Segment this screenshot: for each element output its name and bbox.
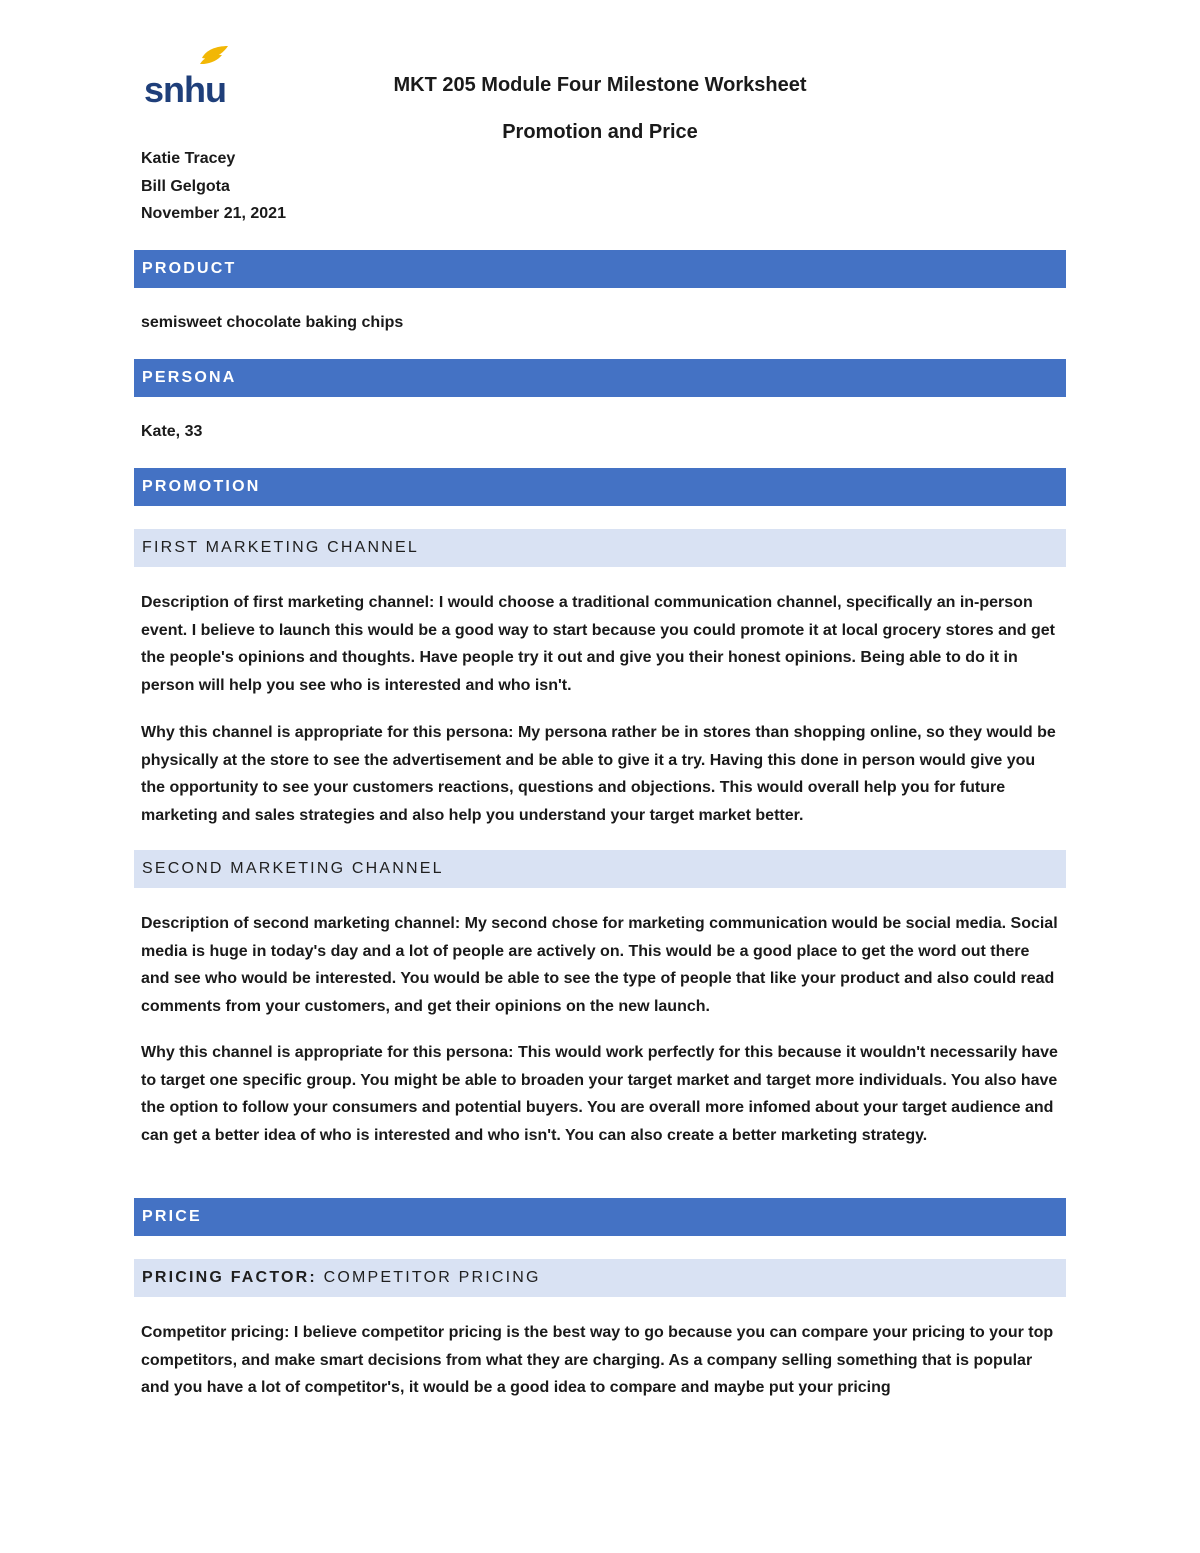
persona-value: Kate, 33	[141, 423, 203, 440]
logo-text: snhu	[144, 69, 226, 110]
competitor-pricing-text: Competitor pricing: I believe competitor pricing is the best way to go because you can compare your pricing to your top competitors, and make smart decisions from what they are charging. As a company selling something that is popular and you have a lot of competitor's, it would be a good idea to compare and maybe put your pricing	[141, 1324, 1054, 1396]
first-channel-heading: FIRST MARKETING CHANNEL	[134, 529, 1066, 567]
persona-heading: PERSONA	[134, 359, 1066, 397]
first-channel-why: Why this channel is appropriate for this persona: My persona rather be in stores than shopping online, so they would be physically at the store to see the advertisement and be able to give it a try. Having this done in person would give you the opportunity to see your customers reactions, questions and objections. This would overall help you for future marketing and sales strategies and also help you understand your target market better.	[141, 724, 1056, 824]
pricing-factor-value: COMPETITOR PRICING	[323, 1269, 541, 1286]
instructor-name: Bill Gelgota	[141, 178, 230, 195]
product-heading: PRODUCT	[134, 250, 1066, 288]
pricing-factor-label: PRICING FACTOR:	[142, 1269, 317, 1286]
promotion-heading: PROMOTION	[134, 468, 1066, 506]
price-heading: PRICE	[134, 1198, 1066, 1236]
document-date: November 21, 2021	[141, 205, 286, 222]
product-value: semisweet chocolate baking chips	[141, 314, 404, 331]
first-channel-description: Description of first marketing channel: I would choose a traditional communication channel, specifically an in-person event. I believe to launch this would be a good way to start because you could promote it at local grocery stores and get the people's opinions and thoughts. Have people try it out and give you their honest opinions. Being able to do it in person will help you see who is interested and who isn't.	[141, 594, 1055, 694]
document-subtitle: Promotion and Price	[502, 121, 698, 143]
student-name: Katie Tracey	[141, 150, 236, 167]
second-channel-why: Why this channel is appropriate for this persona: This would work perfectly for this because it wouldn't necessarily have to target one specific group. You might be able to broaden your target market and target more individuals. You also have the option to follow your consumers and potential buyers. You are overall more infomed about your target audience and can get a better idea of who is interested and who isn't. You can also create a better marketing strategy.	[141, 1044, 1058, 1144]
second-channel-heading: SECOND MARKETING CHANNEL	[134, 850, 1066, 888]
second-channel-description: Description of second marketing channel: My second chose for marketing communication would be social media. Social media is huge in today's day and a lot of people are actively on. This would be a good place to get the word out there and see who would be interested. You would be able to see the type of people that like your product and also could read comments from your customers, and get their opinions on the new launch.	[141, 915, 1058, 1015]
pricing-factor-heading	[134, 1259, 1066, 1297]
document-title: MKT 205 Module Four Milestone Worksheet	[393, 74, 807, 96]
